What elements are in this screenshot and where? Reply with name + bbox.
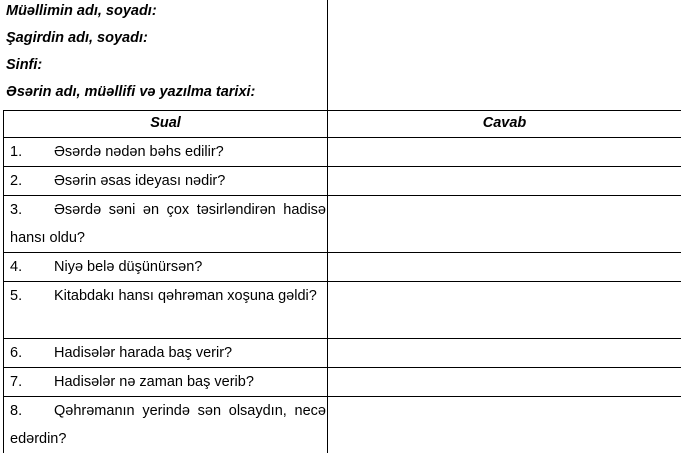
question-number: 5. [10,282,54,310]
question-number: 7. [10,368,54,396]
table-row [4,253,681,282]
work-info-label: Əsərin adı, müəllifi və yazılma tarixi: [6,84,255,100]
question-cell [4,253,328,282]
question-number: 6. [10,339,54,367]
answer-cell[interactable] [328,397,681,453]
question-text: Əsərdə nədən bəhs edilir? [54,144,224,160]
answer-cell[interactable] [328,196,681,253]
answer-cell[interactable] [328,339,681,368]
answer-cell[interactable] [328,253,681,282]
question-text: Niyə belə düşünürsən? [54,259,202,275]
answer-cell[interactable] [328,282,681,339]
table-row [4,138,681,167]
question-table [3,110,681,453]
column-header-answer: Cavab [328,111,681,138]
answer-cell[interactable] [328,167,681,196]
question-cell [4,368,328,397]
table-row [4,339,681,368]
question-text: Hadisələr harada baş verir? [54,345,232,361]
table-row [4,368,681,397]
question-cell [4,138,328,167]
question-number: 3. [10,196,54,224]
question-cell [4,196,328,253]
answer-cell[interactable] [328,368,681,397]
question-number: 1. [10,138,54,166]
table-row [4,282,681,339]
question-text: Əsərin əsas ideyası nədir? [54,173,225,189]
question-cell [4,397,328,453]
class-label: Sinfi: [6,57,42,73]
column-header-question: Sual [4,111,328,138]
table-row [4,397,681,453]
question-cell [4,167,328,196]
student-name-label: Şagirdin adı, soyadı: [6,30,148,46]
question-number: 8. [10,397,54,425]
question-number: 4. [10,253,54,281]
question-number: 2. [10,167,54,195]
teacher-name-label: Müəllimin adı, soyadı: [6,3,157,19]
question-text: Əsərdə səni ən çox təsirləndirən hadisə hansı oldu? [10,202,326,246]
question-cell [4,339,328,368]
table-row [4,196,681,253]
question-cell [4,282,328,339]
answer-cell[interactable] [328,138,681,167]
question-text: Hadisələr nə zaman baş verib? [54,374,254,390]
question-text: Kitabdakı hansı qəhrəman xoşuna gəldi? [54,288,317,304]
header-divider [327,0,328,110]
header-block [0,0,681,110]
table-row [4,167,681,196]
question-text: Qəhrəmanın yerində sən olsaydın, necə edərdin? [10,403,326,447]
